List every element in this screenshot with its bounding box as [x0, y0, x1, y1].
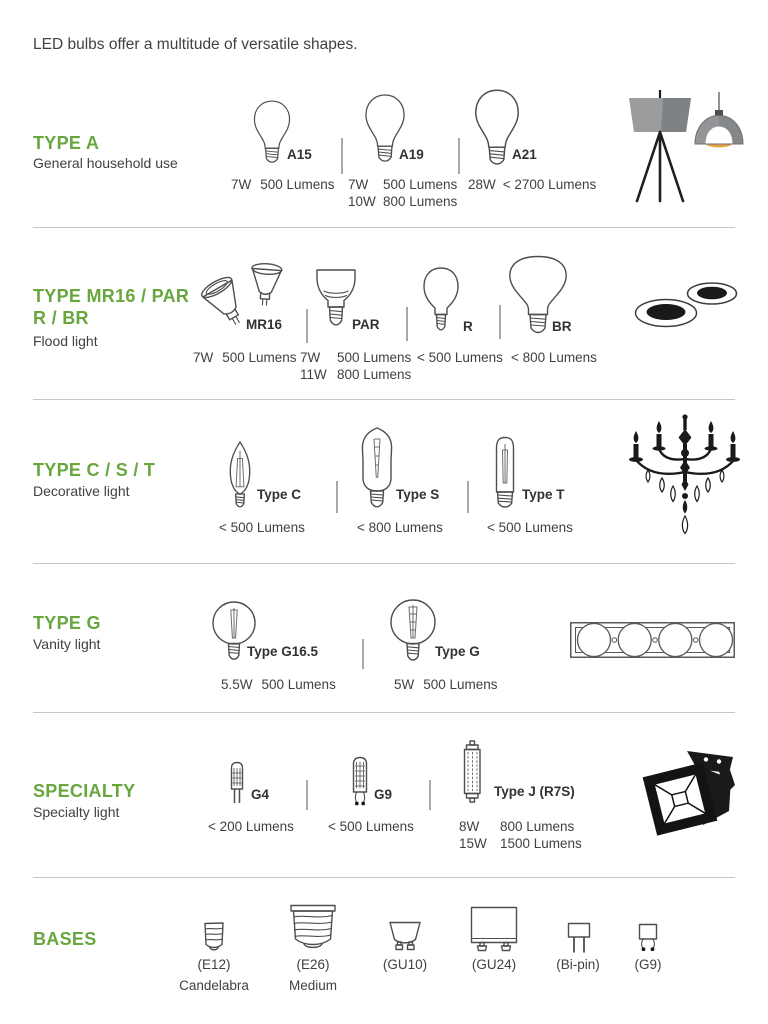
bulb-spec: 7W 500 Lumens 11W 800 Lumens — [300, 350, 412, 382]
section-subheading: Flood light — [33, 333, 98, 349]
bulb-label: G4 — [251, 787, 270, 802]
item-separator — [336, 481, 338, 513]
bulb-label: Type S — [396, 487, 440, 502]
bulb-label: Type T — [522, 487, 565, 502]
type-t-bulb-icon — [491, 434, 519, 512]
g9-base-icon — [637, 922, 659, 953]
bulb-label: A15 — [287, 147, 312, 162]
section-subheading: Specialty light — [33, 804, 120, 820]
item-separator — [306, 309, 308, 343]
section-heading: TYPE G — [33, 613, 101, 633]
e26-base-icon — [288, 903, 338, 955]
bulb-spec: < 500 Lumens — [219, 520, 305, 535]
section-subheading: General household use — [33, 155, 178, 171]
gu10-base-icon — [387, 920, 423, 954]
bulb-spec: 8W 800 Lumens 15W 1500 Lumens — [459, 819, 582, 851]
type-s-bulb-icon — [354, 424, 400, 512]
bulb-spec: 5W 500 Lumens — [394, 677, 498, 692]
bulb-spec: 7W 500 Lumens — [193, 350, 297, 365]
e12-base-icon — [201, 920, 227, 956]
bipin-base-icon — [566, 921, 592, 955]
item-separator — [362, 639, 364, 669]
bulb-label: PAR — [352, 317, 380, 332]
base-sublabel: Candelabra — [179, 978, 249, 993]
bulb-spec: 7W 500 Lumens — [231, 177, 335, 192]
recessed-lights-icon — [633, 275, 741, 331]
section-heading: TYPE A — [33, 133, 100, 153]
bulb-spec: < 500 Lumens — [328, 819, 414, 834]
bulb-label: MR16 — [246, 317, 283, 332]
base-label: (G9) — [634, 957, 662, 972]
section-specialty — [0, 712, 768, 877]
type-j-bulb-icon — [457, 740, 487, 804]
bulb-label: A19 — [399, 147, 424, 162]
section-heading: TYPE MR16 / PAR R / BR — [33, 286, 190, 328]
bulb-label: Type G16.5 — [247, 644, 319, 659]
bulb-spec: 5.5W 500 Lumens — [221, 677, 336, 692]
g4-bulb-icon — [228, 760, 246, 808]
bulb-spec: < 800 Lumens — [511, 350, 597, 365]
section-heading: TYPE C / S / T — [33, 460, 156, 480]
base-label: (E26) — [296, 957, 330, 972]
base-label: (GU24) — [471, 957, 517, 972]
base-label: (Bi-pin) — [556, 957, 600, 972]
bulb-spec: < 500 Lumens — [487, 520, 573, 535]
page-title: LED bulbs offer a multitude of versatile shapes. — [33, 36, 358, 53]
section-flood — [0, 227, 768, 399]
section-heading: SPECIALTY — [33, 781, 136, 801]
bulb-spec: < 800 Lumens — [357, 520, 443, 535]
bulb-spec: 7W 500 Lumens 10W 800 Lumens — [348, 177, 458, 209]
g9-bulb-icon — [350, 755, 370, 809]
bulb-label: G9 — [374, 787, 393, 802]
section-vanity — [0, 563, 768, 712]
item-separator — [499, 305, 501, 339]
bulb-label: BR — [552, 319, 572, 334]
bulb-label: Type G — [435, 644, 480, 659]
item-separator — [306, 780, 308, 810]
bulb-label: A21 — [512, 147, 537, 162]
section-heading: BASES — [33, 929, 97, 949]
section-type-a — [0, 84, 768, 227]
base-label: (E12) — [197, 957, 231, 972]
bulb-label: R — [463, 319, 473, 334]
bulb-spec: < 200 Lumens — [208, 819, 294, 834]
base-sublabel: Medium — [288, 978, 337, 993]
bulb-spec: 28W < 2700 Lumens — [468, 177, 597, 192]
floor-lamp-icon — [623, 88, 695, 204]
type-c-bulb-icon — [226, 440, 254, 512]
base-label: (GU10) — [382, 957, 428, 972]
bulb-label: Type C — [257, 487, 302, 502]
section-subheading: Decorative light — [33, 483, 130, 499]
bulb-spec: < 500 Lumens — [417, 350, 503, 365]
section-bases — [0, 877, 768, 1024]
gu24-base-icon — [468, 905, 520, 955]
floodlight-icon — [643, 745, 739, 837]
bulb-label: Type J (R7S) — [494, 784, 575, 799]
type-g-bulb-icon — [389, 598, 437, 671]
type-g16-bulb-icon — [211, 600, 257, 670]
item-separator — [467, 481, 469, 513]
section-subheading: Vanity light — [33, 636, 101, 652]
item-separator — [406, 307, 408, 341]
pendant-lamp-icon — [692, 92, 746, 150]
item-separator — [458, 138, 460, 174]
r-bulb-icon — [421, 266, 461, 336]
item-separator — [429, 780, 431, 810]
section-decorative — [0, 399, 768, 563]
item-separator — [341, 138, 343, 174]
vanity-bar-icon — [570, 622, 735, 658]
chandelier-icon — [618, 412, 752, 548]
